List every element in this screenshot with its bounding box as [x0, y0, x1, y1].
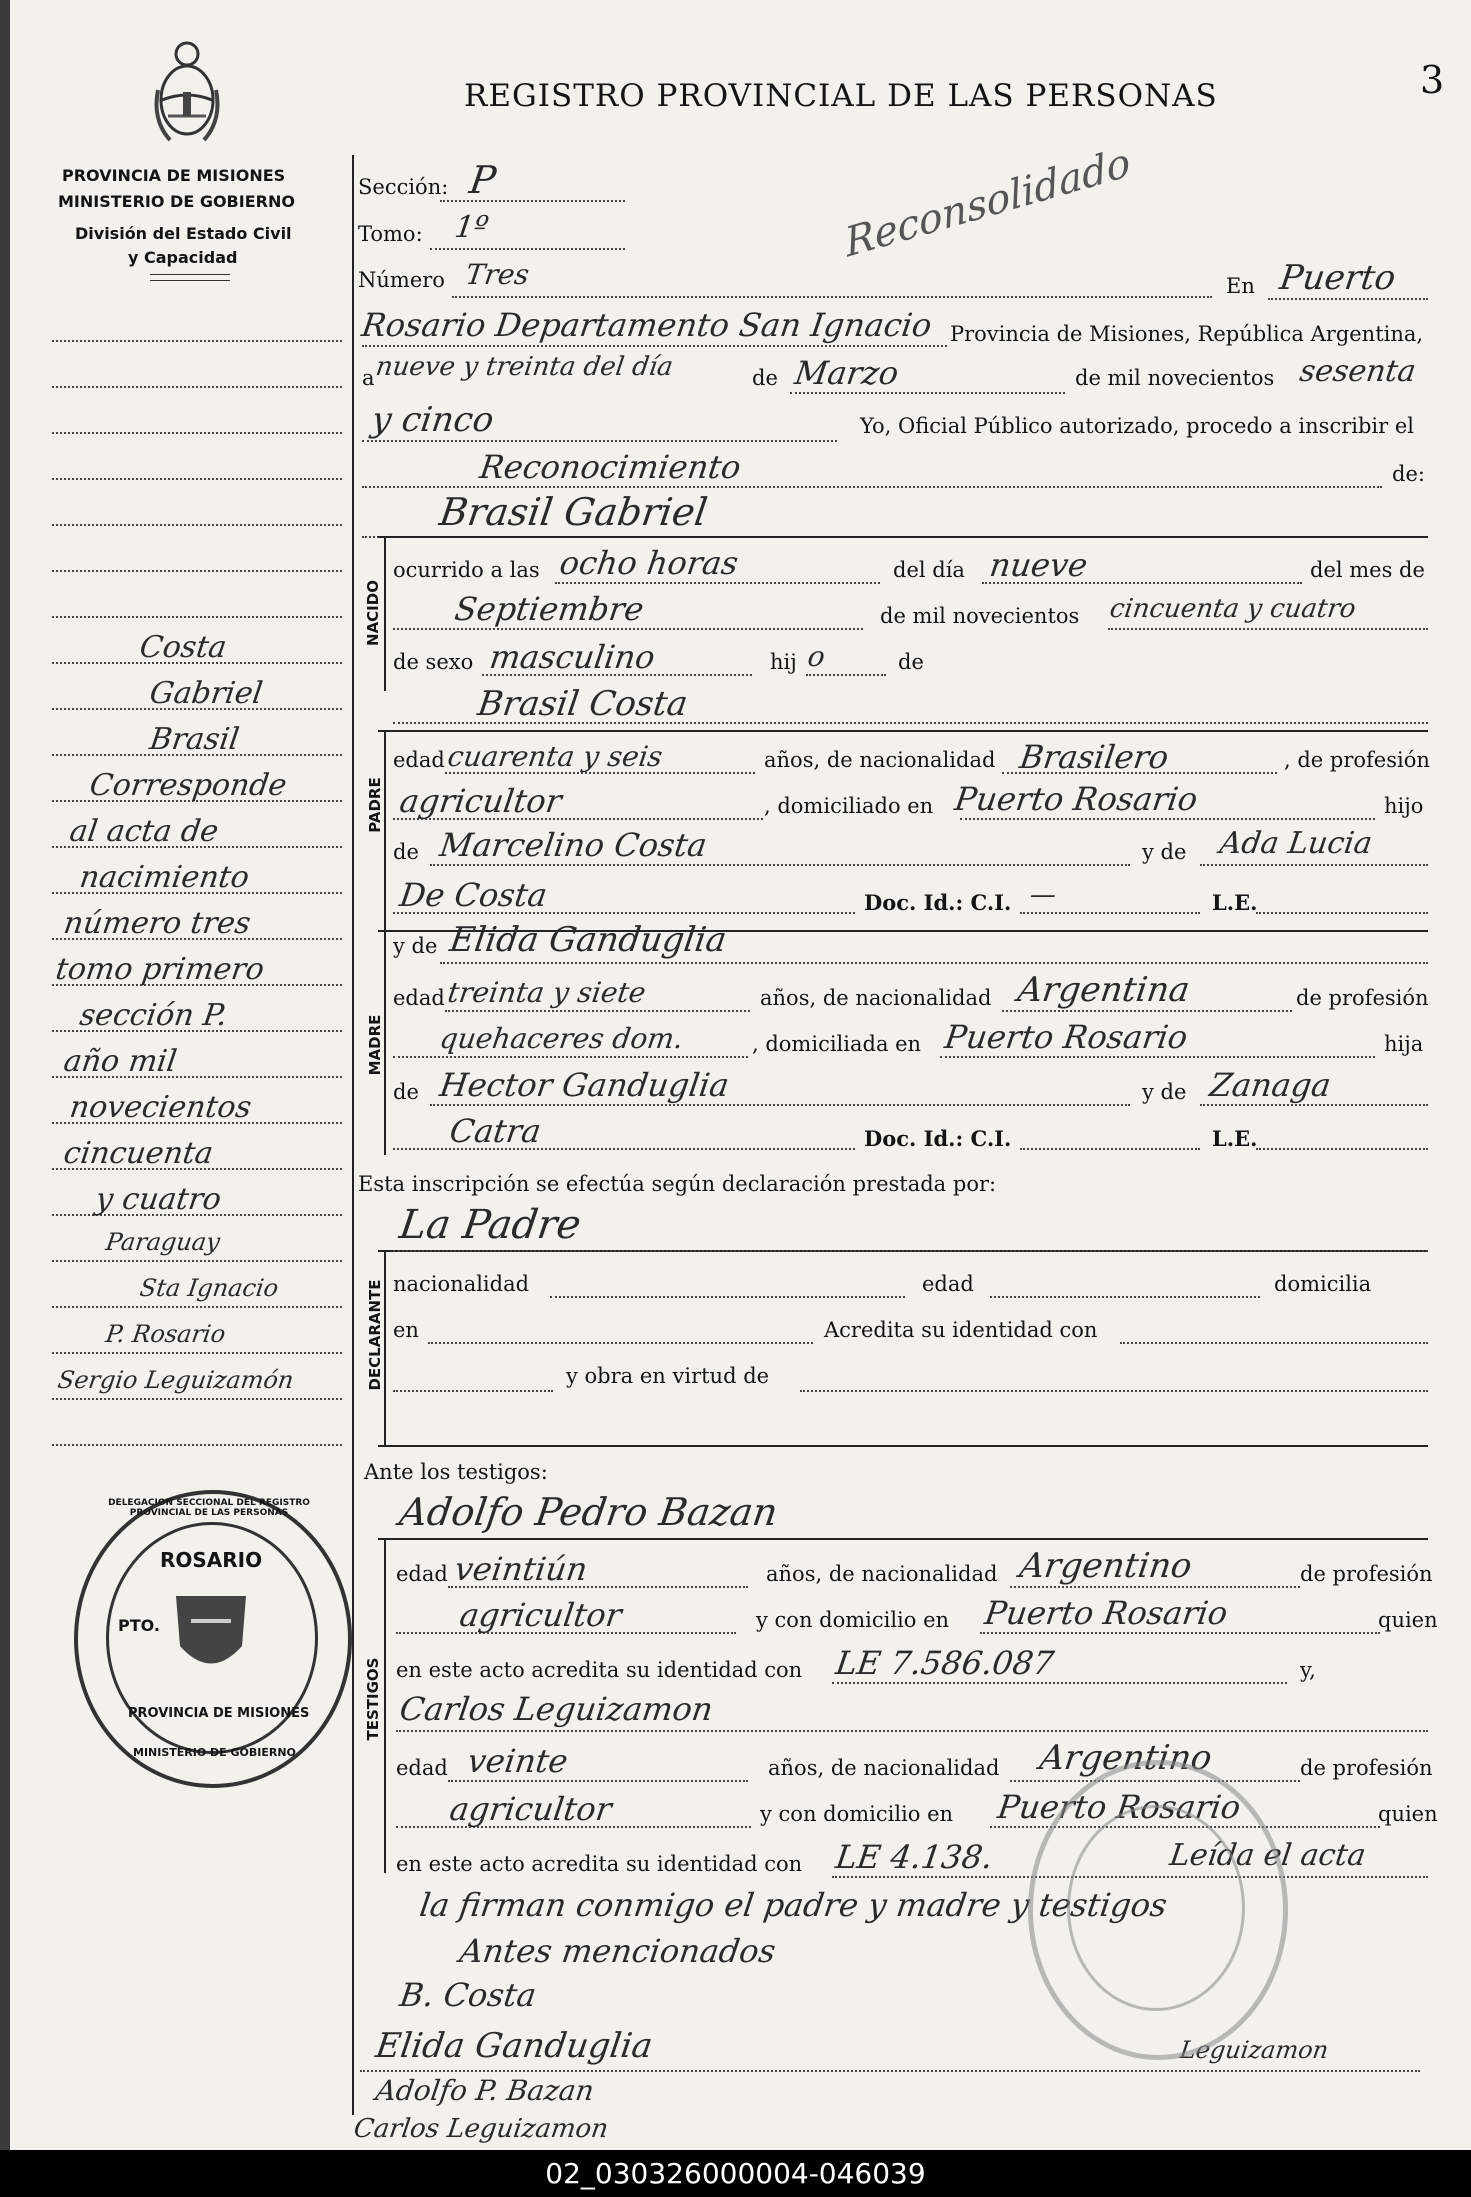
- seal-left-text: PTO.: [118, 1616, 160, 1635]
- nacido-top-line: [378, 536, 1428, 538]
- document-title: REGISTRO PROVINCIAL DE LAS PERSONAS: [464, 78, 1218, 114]
- line-numero: [452, 296, 1212, 298]
- value-father-parent1: Marcelino Costa: [437, 826, 710, 864]
- label-domicilia: domicilia: [1274, 1272, 1372, 1296]
- label-y-con-dom-w2: y con domicilio en: [760, 1802, 954, 1826]
- label-doc-madre: Doc. Id.: C.I.: [864, 1126, 1012, 1151]
- margin-dotted-line: [52, 570, 342, 572]
- line-mother-nat: [1002, 1010, 1292, 1012]
- value-day: nueve y treinta del día: [373, 352, 675, 382]
- line-tomo: [430, 248, 625, 250]
- label-anos-nac-w2: años, de nacionalidad: [768, 1756, 1000, 1780]
- padre-divider: [384, 730, 386, 930]
- line-father-le: [1256, 912, 1428, 914]
- value-tomo: 1º: [452, 210, 491, 245]
- value-w1-nat: Argentino: [1017, 1546, 1195, 1586]
- line-place: [362, 345, 947, 347]
- label-hij: hij: [770, 650, 797, 674]
- value-birth-year: cincuenta y cuatro: [1107, 594, 1358, 624]
- label-le-madre: L.E.: [1212, 1126, 1258, 1151]
- label-en-este-acto-w2: en este acto acredita su identidad con: [396, 1852, 803, 1876]
- line-w2-age: [448, 1780, 748, 1782]
- label-de-madre: de: [393, 1080, 419, 1104]
- signature-line: [360, 2070, 1420, 2072]
- margin-annotation-line: Costa: [137, 630, 229, 665]
- value-mother-prof: quehaceres dom.: [437, 1022, 686, 1055]
- office-line-2: MINISTERIO DE GOBIERNO: [58, 192, 295, 211]
- label-del-mes: del mes de: [1310, 558, 1425, 582]
- value-recon: Reconocimiento: [477, 448, 744, 486]
- label-anos-nac-padre: años, de nacionalidad: [764, 748, 996, 772]
- seal-emblem-icon: [166, 1586, 256, 1686]
- margin-annotation-line: Corresponde: [87, 768, 289, 803]
- line-father-ci: [1020, 912, 1200, 914]
- line-witness2: [396, 1730, 1428, 1732]
- line-decl-nat: [550, 1296, 905, 1298]
- value-w2-nat: Argentino: [1037, 1738, 1215, 1778]
- side-label-padre: PADRE: [366, 777, 384, 833]
- label-de-profesion-w1: de profesión: [1300, 1562, 1433, 1586]
- label-y-de-madre: y de: [393, 934, 438, 958]
- value-month: Marzo: [792, 354, 901, 392]
- faded-seal-right: [1028, 1760, 1288, 2060]
- label-anos-nac-madre: años, de nacionalidad: [760, 986, 992, 1010]
- line-month: [790, 392, 1065, 394]
- line-mother-ci: [1020, 1148, 1200, 1150]
- value-year: sesenta: [1297, 354, 1419, 389]
- line-mother-parent1: [430, 1104, 1130, 1106]
- value-mother-parent2: Zanaga: [1207, 1066, 1334, 1104]
- value-w2-age: veinte: [465, 1742, 571, 1780]
- label-de-profesion-madre: de profesión: [1296, 986, 1429, 1010]
- value-name: Brasil Gabriel: [436, 490, 711, 534]
- value-w2-dom: Puerto Rosario: [995, 1788, 1243, 1826]
- margin-annotation-line: novecientos: [67, 1090, 254, 1125]
- line-mother-prof: [393, 1056, 748, 1058]
- value-mother-nat: Argentina: [1015, 970, 1193, 1010]
- margin-dotted-line: [52, 1260, 342, 1262]
- margin-dotted-line: [52, 616, 342, 618]
- margin-dotted-line: [52, 478, 342, 480]
- label-edad-w1: edad: [396, 1562, 448, 1586]
- value-witness2: Carlos Leguizamon: [397, 1690, 716, 1728]
- label-ante-testigos: Ante los testigos:: [364, 1460, 548, 1484]
- signature-1: B. Costa: [397, 1976, 539, 2014]
- value-father-parent2b: De Costa: [397, 876, 550, 914]
- coat-of-arms-icon: [150, 30, 225, 155]
- seal-center-top: ROSARIO: [160, 1548, 263, 1572]
- stamp-reconsolidado: Reconsolidado: [842, 139, 1133, 267]
- value-seccion: P: [466, 158, 499, 202]
- margin-dotted-line: [52, 432, 342, 434]
- value-birth-month: Septiembre: [452, 590, 647, 628]
- office-line-1: PROVINCIA DE MISIONES: [62, 166, 286, 185]
- office-underline: [150, 274, 230, 275]
- scan-edge: [0, 0, 10, 2150]
- label-edad-padre: edad: [393, 748, 445, 772]
- margin-annotation-line: Sta Ignacio: [138, 1274, 281, 1302]
- value-numero: Tres: [463, 258, 532, 291]
- page-number: 3: [1420, 58, 1445, 102]
- nacido-divider: [384, 536, 386, 691]
- label-de-padre: de: [393, 840, 419, 864]
- label-de-sexo: de sexo: [393, 650, 474, 674]
- line-recon: [362, 486, 1382, 488]
- margin-annotation-line: Gabriel: [147, 676, 265, 711]
- testigos-top-line: [378, 1538, 1428, 1540]
- margin-dotted-line: [52, 1306, 342, 1308]
- margin-annotation-line: y cuatro: [93, 1182, 224, 1217]
- line-en: [1268, 298, 1428, 300]
- value-hour: ocho horas: [557, 544, 741, 582]
- side-label-testigos: TESTIGOS: [364, 1657, 382, 1741]
- label-domiciliado: , domiciliado en: [764, 794, 934, 818]
- line-decl-edad: [990, 1296, 1260, 1298]
- line-father-dom: [960, 818, 1375, 820]
- margin-annotation-line: número tres: [61, 906, 253, 941]
- line-decl-virtud: [800, 1390, 1428, 1392]
- margin-annotation-line: sección P.: [77, 998, 230, 1033]
- line-mother-parent2: [1200, 1104, 1428, 1106]
- margin-annotation-line: año mil: [61, 1044, 179, 1079]
- margin-annotation-line: P. Rosario: [104, 1320, 228, 1348]
- label-y-comma: y,: [1300, 1658, 1316, 1682]
- value-father-dom: Puerto Rosario: [952, 780, 1200, 818]
- label-de: de: [752, 366, 778, 390]
- value-w1-age: veintiún: [452, 1550, 590, 1588]
- value-father-nat: Brasilero: [1017, 738, 1171, 776]
- value-father-age: cuarenta y seis: [445, 740, 665, 773]
- label-de-mil-nov: de mil novecientos: [880, 604, 1080, 628]
- line-hij: [806, 674, 886, 676]
- label-seccion: Sección:: [358, 175, 449, 199]
- left-column-border: [352, 155, 354, 2115]
- label-yo-oficial: Yo, Oficial Público autorizado, procedo a inscribir el: [860, 414, 1414, 438]
- label-y-de-madre2: y de: [1142, 1080, 1187, 1104]
- side-label-declarante: DECLARANTE: [366, 1279, 384, 1391]
- label-del-dia: del día: [893, 558, 965, 582]
- label-de-colon: de:: [1392, 462, 1425, 486]
- footer-image-id: 02_030326000004-046039: [0, 2150, 1471, 2197]
- margin-dotted-line: [52, 386, 342, 388]
- label-en: En: [1226, 274, 1255, 298]
- line-mother-name: [440, 962, 1428, 964]
- value-birth-day: nueve: [987, 546, 1090, 584]
- line-declarant: [393, 1250, 1428, 1252]
- testigos-separator: [378, 1445, 1428, 1447]
- value-sex: masculino: [487, 638, 658, 676]
- margin-annotation-line: al acta de: [67, 814, 221, 849]
- line-father-parent1: [430, 864, 1130, 866]
- value-w1-dom: Puerto Rosario: [982, 1594, 1230, 1632]
- value-en: Puerto: [1277, 258, 1399, 298]
- line-birth-month: [393, 628, 863, 630]
- line-mother-le: [1256, 1148, 1428, 1150]
- value-father-name: Brasil Costa: [475, 684, 691, 724]
- seal-bottom-text: PROVINCIA DE MISIONES: [128, 1706, 310, 1721]
- value-declarant: La Padre: [396, 1202, 584, 1248]
- label-y-de-padre: y de: [1142, 840, 1187, 864]
- value-mother-parent1: Hector Ganduglia: [437, 1066, 732, 1104]
- office-line-4: y Capacidad: [128, 248, 238, 267]
- value-father-parent2: Ada Lucia: [1217, 826, 1375, 861]
- value-closing3: Antes mencionados: [457, 1932, 778, 1970]
- value-closing1: Leída el acta: [1167, 1838, 1368, 1873]
- margin-annotation-line: Brasil: [147, 722, 242, 757]
- margin-annotation-line: Paraguay: [104, 1228, 222, 1256]
- value-closing2: la firman conmigo el padre y madre y testigos: [417, 1886, 1170, 1924]
- value-w2-prof: agricultor: [447, 1790, 614, 1828]
- madre-divider: [384, 930, 386, 1155]
- margin-dotted-line: [52, 1444, 342, 1446]
- label-y-obra: y obra en virtud de: [566, 1364, 770, 1388]
- value-father-ci: —: [1027, 880, 1059, 910]
- label-nacionalidad-decl: nacionalidad: [393, 1272, 530, 1296]
- value-father-prof: agricultor: [397, 782, 564, 820]
- line-decl-acredita: [1120, 1342, 1428, 1344]
- value-w1-doc: LE 7.586.087: [833, 1644, 1057, 1682]
- label-numero: Número: [358, 268, 445, 292]
- label-de-profesion-padre: , de profesión: [1284, 748, 1430, 772]
- label-y-con-dom-w1: y con domicilio en: [756, 1608, 950, 1632]
- signature-4: Carlos Leguizamon: [351, 2114, 611, 2144]
- line-decl-en: [428, 1342, 813, 1344]
- margin-annotation-line: nacimiento: [77, 860, 252, 895]
- label-quien-w2: quien: [1378, 1802, 1438, 1826]
- testigos-divider: [384, 1538, 386, 1873]
- value-mother-dom: Puerto Rosario: [942, 1018, 1190, 1056]
- label-hija: hija: [1384, 1032, 1424, 1056]
- line-mother-dom: [940, 1056, 1375, 1058]
- value-mother-parent2b: Catra: [447, 1112, 544, 1150]
- label-le-padre: L.E.: [1212, 890, 1258, 915]
- margin-dotted-line: [52, 340, 342, 342]
- label-provincia: Provincia de Misiones, República Argentina,: [950, 322, 1424, 346]
- faded-seal-inner: [1067, 1805, 1245, 2011]
- label-esta-inscripcion: Esta inscripción se efectúa según declaración prestada por:: [358, 1172, 997, 1196]
- label-de-profesion-w2: de profesión: [1300, 1756, 1433, 1780]
- value-hijo-suffix: o: [805, 640, 828, 673]
- value-mother-age: treinta y siete: [445, 976, 648, 1009]
- margin-annotation-line: Sergio Leguizamón: [56, 1366, 296, 1394]
- label-mil-novecientos: de mil novecientos: [1075, 366, 1275, 390]
- margin-dotted-line: [52, 1352, 342, 1354]
- label-quien-w1: quien: [1378, 1608, 1438, 1632]
- value-year2: y cinco: [369, 400, 497, 440]
- value-witness1: Adolfo Pedro Bazan: [396, 1490, 781, 1534]
- label-en-decl: en: [393, 1318, 419, 1342]
- label-edad-decl: edad: [922, 1272, 974, 1296]
- line-decl-blank: [393, 1390, 553, 1392]
- label-edad-w2: edad: [396, 1756, 448, 1780]
- line-w1-nat: [1010, 1586, 1300, 1588]
- seal-base-text: MINISTERIO DE GOBIERNO: [133, 1746, 296, 1759]
- label-edad-madre: edad: [393, 986, 445, 1010]
- line-mother-age: [445, 1010, 750, 1012]
- margin-annotation-line: tomo primero: [53, 952, 267, 987]
- value-place: Rosario Departamento San Ignacio: [359, 306, 935, 344]
- label-de-nacido: de: [898, 650, 924, 674]
- value-mother-name: Elida Ganduglia: [447, 920, 729, 960]
- margin-dotted-line: [52, 524, 342, 526]
- line-father-parent2: [1200, 864, 1428, 866]
- margin-annotation-line: cincuenta: [61, 1136, 216, 1171]
- label-en-este-acto-w1: en este acto acredita su identidad con: [396, 1658, 803, 1682]
- label-hijo: hijo: [1384, 794, 1424, 818]
- padre-top-line: [378, 730, 1428, 732]
- declarante-divider: [384, 1250, 386, 1445]
- signature-3: Adolfo P. Bazan: [373, 2074, 597, 2107]
- office-underline-2: [150, 280, 230, 281]
- label-anos-nac-w1: años, de nacionalidad: [766, 1562, 998, 1586]
- value-w1-prof: agricultor: [457, 1596, 624, 1634]
- value-w2-doc: LE 4.138.: [833, 1838, 996, 1876]
- side-label-nacido: NACIDO: [364, 580, 382, 646]
- official-seal: [74, 1490, 352, 1788]
- seal-ring-text: DELEGACION SECCIONAL DEL REGISTRO PROVINCIAL DE LAS PERSONAS: [108, 1498, 310, 1518]
- side-label-madre: MADRE: [366, 1014, 384, 1076]
- label-a: a: [362, 366, 375, 390]
- label-tomo: Tomo:: [358, 222, 423, 246]
- label-ocurrido: ocurrido a las: [393, 558, 540, 582]
- label-doc-padre: Doc. Id.: C.I.: [864, 890, 1012, 915]
- signature-right: Leguizamon: [1178, 2036, 1331, 2064]
- line-w1-dom: [980, 1632, 1380, 1634]
- margin-dotted-line: [52, 1398, 342, 1400]
- line-hour: [555, 582, 880, 584]
- line-birth-year: [1108, 628, 1428, 630]
- line-year2: [362, 440, 837, 442]
- office-line-3: División del Estado Civil: [75, 224, 292, 243]
- signature-2: Elida Ganduglia: [373, 2026, 655, 2066]
- line-w1-doc: [832, 1682, 1287, 1684]
- label-acredita: Acredita su identidad con: [824, 1318, 1098, 1342]
- label-domiciliada: , domiciliada en: [752, 1032, 922, 1056]
